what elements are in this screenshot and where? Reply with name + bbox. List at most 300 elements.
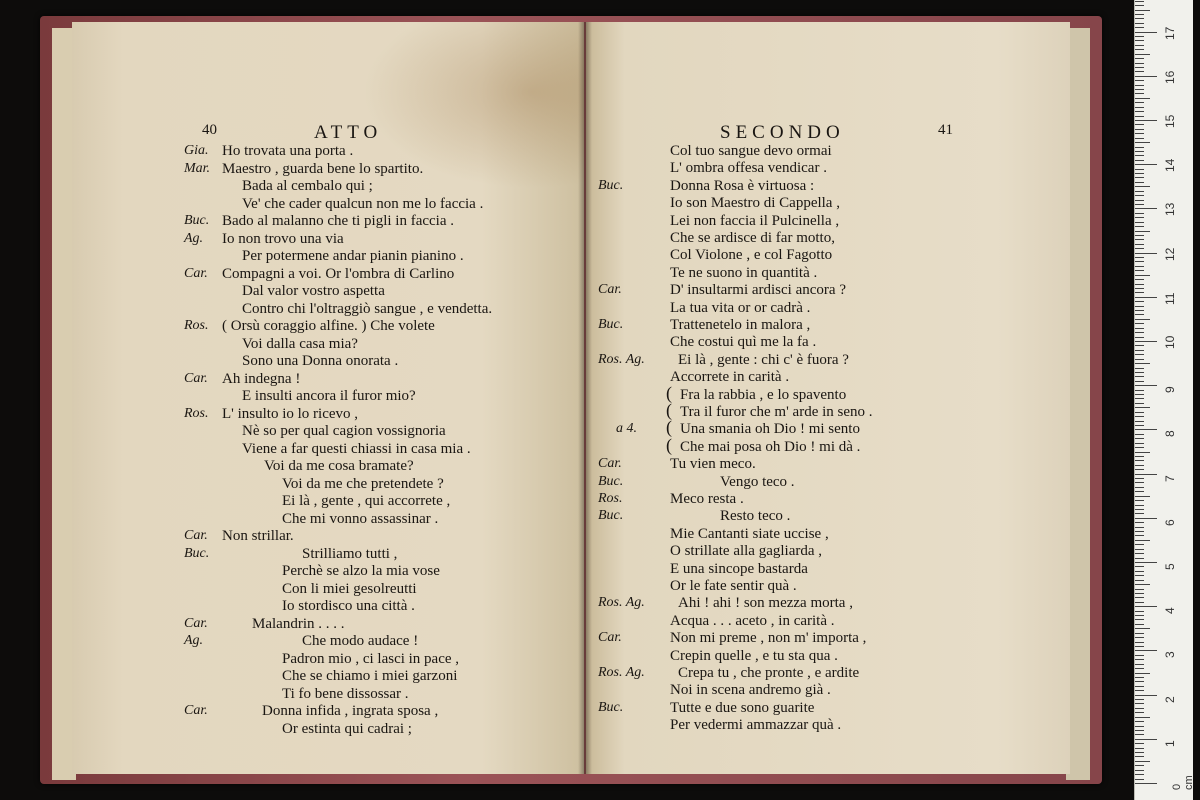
verse-line: Una smania oh Dio ! mi sento	[680, 421, 860, 438]
ruler-tick	[1135, 253, 1157, 254]
ruler-tick	[1135, 699, 1144, 700]
verse-line: Per potermene andar pianin pianino .	[242, 248, 464, 264]
verse-line: Che modo audace !	[302, 633, 419, 649]
ruler-tick	[1135, 487, 1144, 488]
ruler-tick	[1135, 390, 1144, 391]
ruler-tick	[1135, 434, 1144, 435]
ruler-number: 11	[1163, 292, 1177, 305]
ruler-tick	[1135, 323, 1144, 324]
ruler-tick	[1135, 231, 1150, 232]
ruler-tick	[1135, 155, 1144, 156]
ruler-tick	[1135, 734, 1144, 735]
verse-line: Ah indegna !	[222, 370, 301, 387]
verse-line: Io son Maestro di Cappella ,	[670, 195, 840, 212]
verse-line: La tua vita or or cadrà .	[670, 299, 811, 316]
ruler-tick	[1135, 217, 1144, 218]
ruler-tick	[1135, 650, 1157, 651]
ruler-tick	[1135, 562, 1157, 563]
ruler-tick	[1135, 261, 1144, 262]
ruler-number: 15	[1163, 114, 1177, 128]
ruler-tick	[1135, 138, 1144, 139]
verse-line: Lei non faccia il Pulcinella ,	[670, 212, 840, 229]
ruler-number: 12	[1163, 247, 1177, 261]
ruler-tick	[1135, 597, 1144, 598]
verse-line: Che se ardisce di far motto,	[670, 230, 835, 246]
ruler-tick	[1135, 531, 1144, 532]
speaker-label: Buc.	[598, 473, 624, 489]
ruler-tick	[1135, 275, 1150, 276]
ruler-tick	[1135, 664, 1144, 665]
speaker-label: Car.	[184, 265, 208, 281]
ruler-tick	[1135, 398, 1144, 399]
verse-line: Nè so per qual cagion vossignoria	[242, 423, 446, 439]
verse-line: Trattenetelo in malora ,	[670, 317, 811, 333]
ruler-tick	[1135, 505, 1144, 506]
ruler-tick	[1135, 301, 1144, 302]
ruler-tick	[1135, 107, 1144, 108]
ruler-tick	[1135, 151, 1144, 152]
ruler-tick	[1135, 518, 1157, 519]
ruler-tick	[1135, 584, 1150, 585]
speaker-label: a 4.	[616, 421, 637, 437]
ruler-tick	[1135, 133, 1144, 134]
speaker-label: Car.	[184, 615, 208, 631]
verse-line: Ahi ! ahi ! son mezza morta ,	[678, 595, 853, 612]
verse-line: Io stordisco una città .	[282, 598, 415, 614]
ruler-number: 3	[1163, 651, 1177, 659]
verse-line: Con li miei gesolreutti	[282, 580, 417, 597]
speaker-label: Buc.	[598, 508, 624, 524]
ruler-tick	[1135, 615, 1144, 616]
ruler-tick	[1135, 443, 1144, 444]
verse-line: Meco resta .	[670, 491, 744, 507]
ruler-tick	[1135, 266, 1144, 267]
ruler-number: 7	[1163, 474, 1177, 482]
ruler-tick	[1135, 460, 1144, 461]
ruler-tick	[1135, 425, 1144, 426]
speaker-label: Car.	[598, 282, 622, 298]
ruler-tick	[1135, 774, 1144, 775]
verse-line: L' insulto io lo ricevo ,	[222, 405, 359, 422]
ruler-tick	[1135, 71, 1144, 72]
ruler-tick	[1135, 566, 1144, 567]
ruler-tick	[1135, 345, 1144, 346]
ruler-tick	[1135, 160, 1144, 161]
verse-line: Accorrete in carità .	[670, 369, 790, 386]
verse-line: Strilliamo tutti ,	[302, 545, 398, 562]
ruler-tick	[1135, 248, 1144, 249]
ruler-tick	[1135, 239, 1144, 240]
ruler-tick	[1135, 204, 1144, 205]
ruler-number: 13	[1163, 203, 1177, 217]
ruler-tick	[1135, 129, 1144, 130]
ruler-tick	[1135, 142, 1150, 143]
verse-line: Resto teco .	[720, 508, 791, 525]
ruler-number: 17	[1163, 26, 1177, 40]
speaker-label: Ros.	[184, 405, 209, 421]
verse-line: L' ombra offesa vendicar .	[670, 160, 827, 177]
speaker-label: Car.	[184, 703, 208, 718]
ruler-tick	[1135, 169, 1144, 170]
verse-line: Tutte e due sono guarite	[670, 699, 815, 716]
verse-line: Ve' che cader qualcun non me lo faccia .	[242, 195, 484, 212]
left-page	[72, 22, 584, 774]
verse-line: Or estinta qui cadrai ;	[282, 720, 412, 737]
ruler-tick	[1135, 438, 1144, 439]
ruler-tick	[1135, 752, 1144, 753]
verse-line: Acqua . . . aceto , in carità .	[670, 612, 835, 629]
ruler-tick	[1135, 67, 1144, 68]
page-number: 41	[938, 122, 953, 138]
verse-line: Viene a far questi chiassi in casa mia .	[242, 440, 471, 457]
ruler-tick	[1135, 496, 1150, 497]
verse-line: Non mi preme , non m' importa ,	[670, 630, 867, 647]
ruler-tick	[1135, 350, 1144, 351]
verse-line: Bado al malanno che ti pigli in faccia .	[222, 213, 455, 229]
verse-line: E insulti ancora il furor mio?	[242, 388, 416, 404]
ruler-tick	[1135, 1, 1144, 2]
ruler-tick	[1135, 147, 1144, 148]
verse-line: Or le fate sentir quà .	[670, 578, 797, 594]
ruler-tick	[1135, 85, 1144, 86]
verse-line: Fra la rabbia , e lo spavento	[680, 386, 847, 403]
verse-line: Ei là , gente : chi c' è fuora ?	[678, 351, 849, 368]
ruler-tick	[1135, 394, 1144, 395]
ruler-tick	[1135, 544, 1144, 545]
ruler-tick	[1135, 500, 1144, 501]
ruler-tick	[1135, 332, 1144, 333]
speaker-label: Buc.	[598, 699, 624, 715]
ruler-tick	[1135, 284, 1144, 285]
ruler-tick	[1135, 491, 1144, 492]
verse-line: Voi da me che pretendete ?	[282, 475, 444, 492]
page-header: SECONDO	[720, 122, 845, 143]
ruler-tick	[1135, 18, 1144, 19]
verse-line: Padron mio , ci lasci in pace ,	[282, 650, 460, 667]
ruler-tick	[1135, 328, 1144, 329]
ruler-tick	[1135, 363, 1150, 364]
ruler-tick	[1135, 611, 1144, 612]
ruler-tick	[1135, 63, 1144, 64]
ruler-tick	[1135, 89, 1144, 90]
ruler-tick	[1135, 385, 1157, 386]
speaker-label: Mar.	[184, 160, 211, 176]
ruler-tick	[1135, 124, 1144, 125]
ruler-tick	[1135, 306, 1144, 307]
ruler-tick	[1135, 571, 1144, 572]
ruler-tick	[1135, 416, 1144, 417]
ruler-tick	[1135, 540, 1150, 541]
ruler-tick	[1135, 111, 1144, 112]
verse-line: Che se chiamo i miei garzoni	[282, 668, 458, 684]
ruler-tick	[1135, 730, 1144, 731]
verse-line: O strillate alla gagliarda ,	[670, 543, 823, 560]
ruler-tick	[1135, 182, 1144, 183]
verse-line: Vengo teco .	[720, 473, 795, 490]
verse-line: Noi in scena andremo già .	[670, 682, 831, 699]
ruler-tick	[1135, 717, 1150, 718]
ruler-number: 1	[1163, 740, 1177, 747]
verse-line: Che mai posa oh Dio ! mi dà .	[680, 438, 861, 455]
ruler-tick	[1135, 721, 1144, 722]
ruler-tick	[1135, 474, 1157, 475]
ruler-tick	[1135, 27, 1144, 28]
verse-line: Col Violone , e col Fagotto	[670, 247, 833, 264]
verse-line: D' insultarmi ardisci ancora ?	[670, 282, 846, 299]
verse-line: ( Orsù coraggio alfine. ) Che volete	[222, 318, 435, 334]
ruler-tick	[1135, 288, 1144, 289]
ruler-tick	[1135, 381, 1144, 382]
verse-line: Io non trovo una via	[222, 230, 344, 247]
speaker-label: Gia.	[184, 143, 209, 158]
speaker-label: Buc.	[184, 213, 210, 228]
ruler-tick	[1135, 770, 1144, 771]
ruler-tick	[1135, 102, 1144, 103]
ruler-tick	[1135, 279, 1144, 280]
ruler-tick	[1135, 14, 1144, 15]
ruler-tick	[1135, 257, 1144, 258]
ruler-tick	[1135, 642, 1144, 643]
ruler-number: 10	[1163, 335, 1177, 349]
ruler-tick	[1135, 222, 1144, 223]
measuring-ruler	[1134, 0, 1193, 800]
ruler-tick	[1135, 575, 1144, 576]
page-number: 40	[202, 122, 217, 138]
ruler-tick	[1135, 372, 1144, 373]
ruler-tick	[1135, 32, 1157, 33]
ruler-tick	[1135, 173, 1144, 174]
verse-line: Maestro , guarda bene lo spartito.	[222, 160, 424, 177]
speaker-label: Ros. Ag.	[598, 595, 645, 611]
ruler-tick	[1135, 655, 1144, 656]
verse-line: Tu vien meco.	[670, 456, 756, 473]
ruler-tick	[1135, 633, 1144, 634]
ruler-tick	[1135, 36, 1144, 37]
ruler-tick	[1135, 619, 1144, 620]
ruler-number: 9	[1163, 386, 1177, 394]
ruler-tick	[1135, 191, 1144, 192]
ruler-number: 16	[1163, 70, 1177, 84]
ruler-tick	[1135, 177, 1144, 178]
ruler-tick	[1135, 673, 1150, 674]
ruler-tick	[1135, 527, 1144, 528]
ruler-tick	[1135, 509, 1144, 510]
ruler-tick	[1135, 337, 1144, 338]
ruler-tick	[1135, 412, 1144, 413]
page-header: ATTO	[314, 122, 383, 143]
ruler-tick	[1135, 164, 1157, 165]
verse-line: Voi dalla casa mia?	[242, 335, 358, 352]
ruler-number: 8	[1163, 430, 1177, 438]
ruler-tick	[1135, 98, 1150, 99]
ruler-tick	[1135, 779, 1144, 780]
ruler-tick	[1135, 783, 1157, 784]
ruler-tick	[1135, 553, 1144, 554]
verse-line: Sono una Donna onorata .	[242, 353, 399, 369]
ruler-tick	[1135, 580, 1144, 581]
verse-line: Te ne suono in quantità .	[670, 264, 818, 281]
verse-line: Compagni a voi. Or l'ombra di Carlino	[222, 265, 455, 282]
verse-line: E una sincope bastarda	[670, 560, 808, 577]
verse-line: Ho trovata una porta .	[222, 143, 354, 159]
ruler-tick	[1135, 45, 1144, 46]
ruler-tick	[1135, 407, 1150, 408]
verse-line: Donna Rosa è virtuosa :	[670, 177, 815, 194]
verse-line: Malandrin . . . .	[252, 615, 345, 632]
ruler-tick	[1135, 624, 1144, 625]
speaker-label: Ros. Ag.	[598, 351, 645, 367]
ruler-tick	[1135, 310, 1144, 311]
ruler-tick	[1135, 116, 1144, 117]
ruler-tick	[1135, 695, 1157, 696]
verse-line: Bada al cembalo qui ;	[242, 178, 373, 194]
ruler-tick	[1135, 743, 1144, 744]
speaker-label: Ag.	[184, 633, 204, 648]
verse-line: Per vedermi ammazzar quà .	[670, 717, 842, 734]
verse-line: Ei là , gente , qui accorrete ,	[282, 493, 451, 509]
ruler-tick	[1135, 359, 1144, 360]
speaker-label: Buc.	[598, 317, 624, 332]
ensemble-bracket: (	[666, 400, 672, 420]
ruler-tick	[1135, 589, 1144, 590]
speaker-label: Buc.	[184, 545, 210, 561]
ruler-tick	[1135, 200, 1144, 201]
verse-line: Che mi vonno assassinar .	[282, 510, 439, 527]
verse-line: Col tuo sangue devo ormai	[670, 143, 832, 159]
ruler-tick	[1135, 341, 1157, 342]
ruler-tick	[1135, 606, 1157, 607]
ruler-tick	[1135, 513, 1144, 514]
ensemble-bracket: (	[666, 417, 672, 438]
ensemble-bracket: (	[666, 382, 672, 403]
speaker-label: Buc.	[598, 177, 624, 193]
ruler-tick	[1135, 522, 1144, 523]
speaker-label: Car.	[598, 456, 622, 472]
ruler-tick	[1135, 354, 1144, 355]
ruler-tick	[1135, 235, 1144, 236]
ruler-number: 14	[1163, 158, 1177, 173]
ruler-tick	[1135, 739, 1157, 740]
ruler-tick	[1135, 195, 1144, 196]
ruler-tick	[1135, 756, 1144, 757]
ruler-tick	[1135, 76, 1157, 77]
ruler-tick	[1135, 637, 1144, 638]
verse-line: Mie Cantanti siate uccise ,	[670, 525, 829, 542]
ruler-tick	[1135, 120, 1157, 121]
ruler-tick	[1135, 748, 1144, 749]
ruler-tick	[1135, 226, 1144, 227]
ruler-tick	[1135, 761, 1150, 762]
ruler-tick	[1135, 726, 1144, 727]
ruler-tick	[1135, 403, 1144, 404]
ruler-number: 4	[1163, 607, 1177, 615]
ruler-tick	[1135, 23, 1144, 24]
ruler-tick	[1135, 681, 1144, 682]
ruler-tick	[1135, 703, 1144, 704]
ruler-tick	[1135, 292, 1144, 293]
ruler-tick	[1135, 368, 1144, 369]
ruler-tick	[1135, 297, 1157, 298]
ruler-tick	[1135, 602, 1144, 603]
verse-line: Tra il furor che m' arde in seno .	[680, 404, 873, 420]
ruler-tick	[1135, 686, 1144, 687]
ruler-tick	[1135, 49, 1144, 50]
speaker-label: Ros. Ag.	[598, 665, 645, 680]
ruler-tick	[1135, 5, 1144, 6]
ruler-tick	[1135, 765, 1144, 766]
ruler-tick	[1135, 690, 1144, 691]
ruler-tick	[1135, 465, 1144, 466]
speaker-label: Ag.	[184, 230, 204, 246]
ruler-tick	[1135, 535, 1144, 536]
verse-line: Non strillar.	[222, 528, 294, 544]
ruler-tick	[1135, 213, 1144, 214]
ruler-tick	[1135, 93, 1144, 94]
ruler-tick	[1135, 186, 1150, 187]
ruler-tick	[1135, 482, 1144, 483]
book-gutter	[578, 22, 592, 774]
ruler-number: 5	[1163, 563, 1177, 570]
ruler-tick	[1135, 270, 1144, 271]
verse-line: Perchè se alzo la mia vose	[282, 563, 440, 579]
speaker-label: Car.	[184, 370, 208, 386]
verse-line: Che costui quì me la fa .	[670, 334, 817, 351]
ruler-tick	[1135, 10, 1150, 11]
ruler-number: 6	[1163, 519, 1177, 526]
ruler-tick	[1135, 314, 1144, 315]
ruler-tick	[1135, 469, 1144, 470]
ruler-tick	[1135, 429, 1157, 430]
ruler-tick	[1135, 244, 1144, 245]
ruler-tick	[1135, 376, 1144, 377]
verse-line: Crepa tu , che pronte , e ardite	[678, 665, 860, 681]
speaker-label: Car.	[184, 528, 208, 543]
ruler-tick	[1135, 80, 1144, 81]
verse-line: Voi da me cosa bramate?	[264, 458, 414, 474]
verse-line: Crepin quelle , e tu sta qua .	[670, 647, 838, 664]
speaker-label: Car.	[598, 630, 622, 646]
ruler-unit-label: 0 cm	[1171, 775, 1195, 790]
ruler-number: 2	[1163, 695, 1177, 703]
ruler-tick	[1135, 54, 1150, 55]
ruler-tick	[1135, 593, 1144, 594]
ruler-tick	[1135, 628, 1150, 629]
ruler-tick	[1135, 646, 1144, 647]
ruler-tick	[1135, 549, 1144, 550]
speaker-label: Ros.	[598, 491, 623, 506]
ensemble-bracket: (	[666, 434, 672, 455]
ruler-tick	[1135, 208, 1157, 209]
verse-line: Dal valor vostro aspetta	[242, 283, 385, 299]
speaker-label: Ros.	[184, 318, 209, 333]
verse-line: Ti fo bene dissossar .	[282, 685, 409, 702]
ruler-tick	[1135, 452, 1150, 453]
ruler-tick	[1135, 58, 1144, 59]
ruler-tick	[1135, 319, 1150, 320]
ruler-tick	[1135, 558, 1144, 559]
verse-line: Donna infida , ingrata sposa ,	[262, 703, 439, 719]
verse-line: Contro chi l'oltraggiò sangue , e vendetta.	[242, 300, 493, 317]
ruler-tick	[1135, 712, 1144, 713]
ruler-tick	[1135, 478, 1144, 479]
ruler-tick	[1135, 708, 1144, 709]
ruler-tick	[1135, 668, 1144, 669]
ruler-tick	[1135, 40, 1144, 41]
ruler-tick	[1135, 659, 1144, 660]
ruler-tick	[1135, 447, 1144, 448]
ruler-tick	[1135, 421, 1144, 422]
ruler-tick	[1135, 677, 1144, 678]
